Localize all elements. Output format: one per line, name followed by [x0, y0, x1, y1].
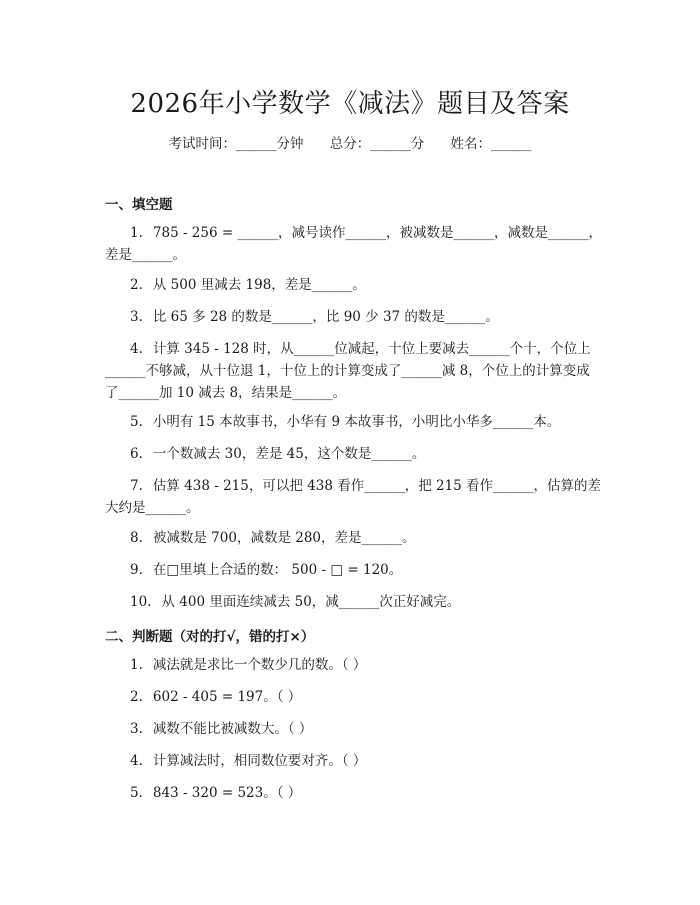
question-item [105, 654, 602, 676]
question-item [105, 686, 602, 708]
question-number: 8. [130, 530, 143, 546]
question-number: 1. [130, 225, 143, 241]
question-text: 比 65 多 28 的数是______，比 90 少 37 的数是______。 [152, 309, 499, 325]
section-heading-fill-blank: 一、填空题 [105, 197, 173, 213]
question-number: 3. [130, 721, 143, 737]
question-number: 2. [130, 277, 143, 293]
question-item [105, 222, 602, 266]
question-item [105, 559, 602, 581]
question-text: 被减数是 700，减数是 280，差是______。 [152, 530, 416, 546]
question-item [105, 306, 602, 328]
exam-score: 总分：______分 [329, 136, 425, 152]
question-text: 减数不能比被减数大。（ ） [152, 721, 313, 737]
question-text: 计算减法时，相同数位要对齐。（ ） [152, 753, 367, 769]
question-number: 5. [130, 785, 143, 801]
question-item [105, 475, 602, 519]
question-item [105, 718, 602, 740]
section-heading-true-false: 二、判断题（对的打√，错的打×） [105, 629, 315, 645]
question-text: 785 - 256 = ______，减号读作______，被减数是______，减数是______，差是______。 [105, 225, 602, 263]
question-item [105, 527, 602, 549]
question-item [105, 443, 602, 465]
question-text: 从 400 里面连续减去 50，减______次正好减完。 [161, 594, 461, 610]
question-number: 6. [130, 446, 143, 462]
question-item [105, 782, 602, 804]
question-text: 从 500 里减去 198，差是______。 [152, 277, 366, 293]
question-number: 10. [130, 594, 152, 610]
question-number: 1. [130, 657, 143, 673]
exam-meta [0, 132, 700, 152]
question-text: 减法就是求比一个数少几的数。（ ） [152, 657, 367, 673]
question-item [105, 338, 602, 404]
exam-name: 姓名：______ [450, 136, 532, 152]
question-number: 4. [130, 753, 143, 769]
question-text: 602 - 405 = 197。（ ） [152, 689, 302, 705]
question-number: 2. [130, 689, 143, 705]
question-item [105, 591, 602, 613]
question-number: 7. [130, 478, 143, 494]
question-item [105, 750, 602, 772]
question-text: 843 - 320 = 523。（ ） [152, 785, 302, 801]
question-number: 9. [130, 562, 143, 578]
question-item [105, 411, 602, 433]
question-text: 小明有 15 本故事书，小华有 9 本故事书，小明比小华多______本。 [152, 414, 561, 430]
question-text: 在□里填上合适的数： 500 - □ = 120。 [152, 562, 403, 578]
question-text: 计算 345 - 128 时，从______位减起，十位上要减去______个十，个位上______不够减，从十位退 1，十位上的计算变成了______减 8，个位上的计算变成了______加 10 减去 8，结果是______。 [105, 341, 591, 401]
question-number: 5. [130, 414, 143, 430]
exam-time: 考试时间：______分钟 [168, 136, 304, 152]
question-number: 3. [130, 309, 143, 325]
page-title: 2026年小学数学《减法》题目及答案 [130, 89, 570, 119]
question-text: 一个数减去 30，差是 45，这个数是______。 [152, 446, 426, 462]
question-text: 估算 438 - 215，可以把 438 看作______，把 215 看作______，估算的差大约是______。 [105, 478, 602, 516]
question-item [105, 274, 602, 296]
question-number: 4. [130, 341, 143, 357]
